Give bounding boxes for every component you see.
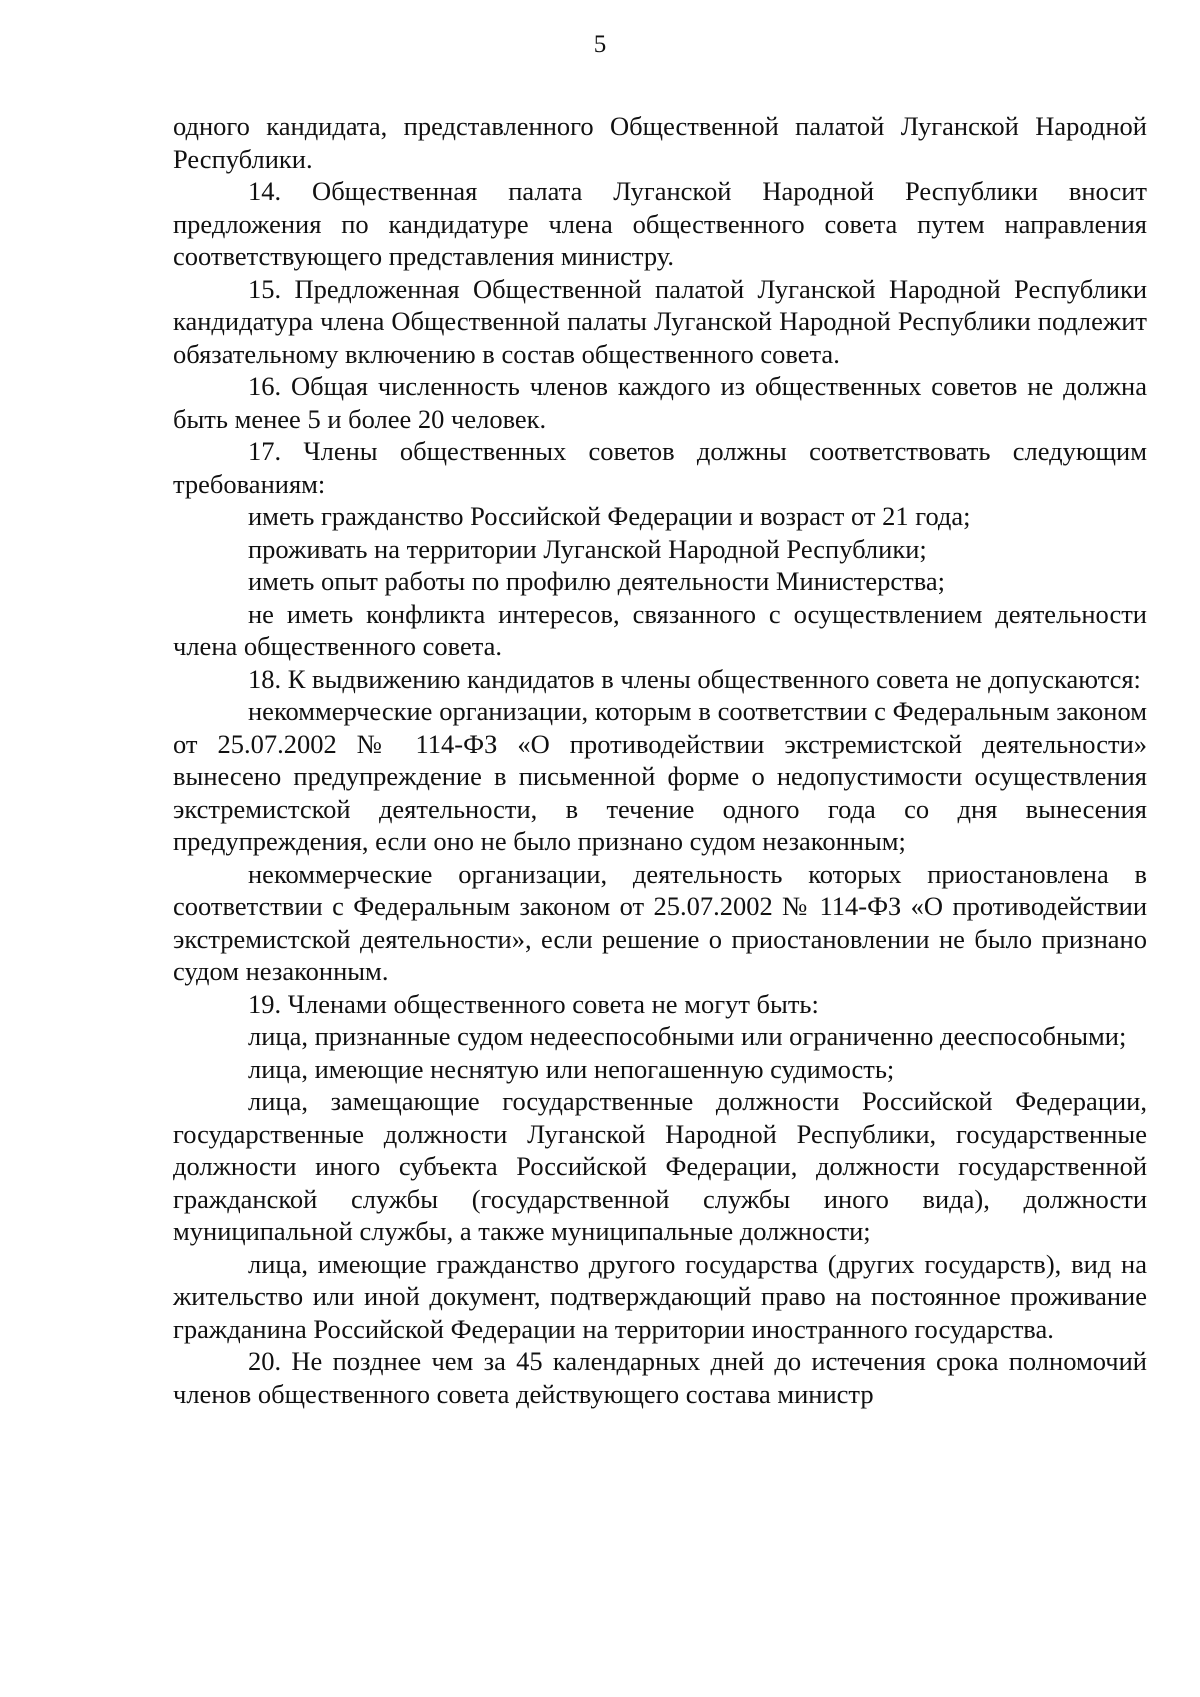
- paragraph-17: 17. Члены общественных советов должны соответствовать следующим требованиям:: [173, 436, 1147, 499]
- requirement-no-conflict: не иметь конфликта интересов, связанного с осуществлением деятельности члена общественного совета.: [173, 598, 1147, 661]
- ineligible-officials: лица, замещающие государственные должности Российской Федерации, государственные должности Луганской Народной Республики, государственные должности иного субъекта Российской Федерации, должности государственной гражданской службы (государственной службы иного вида), должности муниципальной службы, а также муниципальные должности;: [173, 1086, 1147, 1246]
- page-number: 5: [593, 31, 607, 58]
- paragraph-20: 20. Не позднее чем за 45 календарных дней до истечения срока полномочий членов общественного совета действующего состава министр: [173, 1346, 1147, 1409]
- exclusion-suspended-organizations: некоммерческие организации, деятельность которых приостановлена в соответствии с Федеральным законом от 25.07.2002 № 114-ФЗ «О противодействии экстремистской деятельности», если решение о приостановлении не было признано судом незаконным.: [173, 858, 1147, 986]
- ineligible-foreign-citizenship: лица, имеющие гражданство другого государства (других государств), вид на жительство или иной документ, подтверждающий право на постоянное проживание гражданина Российской Федерации на территории иностранного государства.: [173, 1248, 1147, 1344]
- requirement-experience: иметь опыт работы по профилю деятельности Министерства;: [248, 566, 946, 596]
- document-body: [173, 110, 1147, 1410]
- paragraph-14: 14. Общественная палата Луганской Народной Республики вносит предложения по кандидатуре члена общественного совета путем направления соответствующего представления министру.: [173, 176, 1147, 271]
- ineligible-convicted: лица, имеющие неснятую или непогашенную судимость;: [248, 1053, 895, 1084]
- exclusion-warned-organizations: некоммерческие организации, которым в соответствии с Федеральным законом от 25.07.2002 № 114-ФЗ «О противодействии экстремистской деятельности» вынесено предупреждение в письменной форме о недопустимости осуществления экстремистской деятельности, в течение одного года со дня вынесения предупреждения, если оно не было признано судом незаконным;: [173, 696, 1147, 856]
- requirement-residence: проживать на территории Луганской Народной Республики;: [248, 533, 927, 564]
- ineligible-incapacitated: лица, признанные судом недееспособными или ограниченно дееспособными;: [248, 1021, 1127, 1051]
- paragraph-16: 16. Общая численность членов каждого из общественных советов не должна быть менее 5 и более 20 человек.: [173, 371, 1147, 434]
- requirement-citizenship: иметь гражданство Российской Федерации и возраст от 21 года;: [248, 501, 971, 531]
- paragraph-18: 18. К выдвижению кандидатов в члены общественного совета не допускаются:: [248, 663, 1141, 694]
- paragraph-15: 15. Предложенная Общественной палатой Луганской Народной Республики кандидатура члена Общественной палаты Луганской Народной Республики подлежит обязательному включению в состав общественного совета.: [173, 273, 1147, 369]
- paragraph-19: 19. Членами общественного совета не могут быть:: [248, 988, 819, 1019]
- paragraph-continuation: одного кандидата, представленного Общественной палатой Луганской Народной Республики.: [173, 111, 1147, 174]
